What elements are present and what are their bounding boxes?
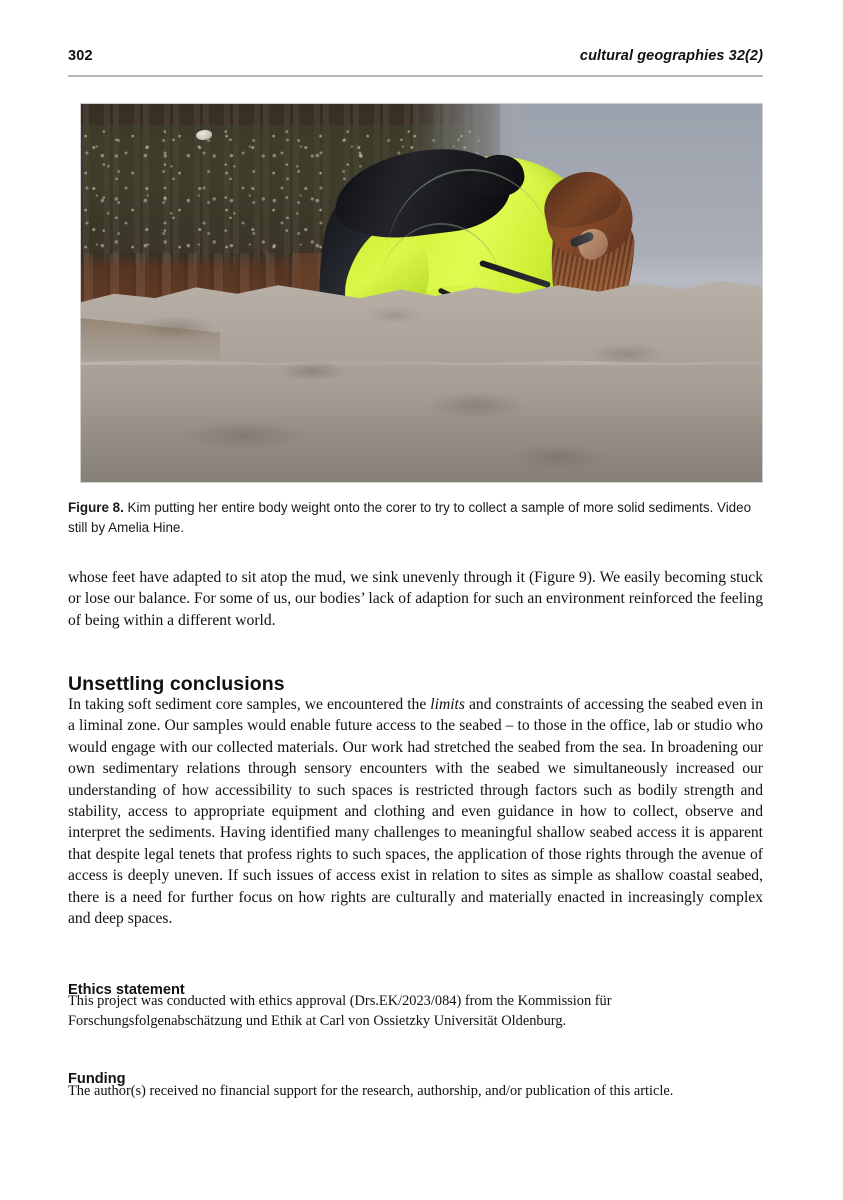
main-paragraph-part-1: In taking soft sediment core samples, we encountered the <box>68 696 431 713</box>
journal-title: cultural geographies 32(2) <box>579 48 763 64</box>
section-heading-unsettling-conclusions: Unsettling conclusions <box>68 673 285 696</box>
main-paragraph-part-2: and constraints of accessing the seabed even in a liminal zone. Our samples would enable future access to the seabed – to those in the office, lab or studio who would engage with our collected materials. Our work had stretched the seabed from the sea. In broadening our own sedimentary relations through sensory encounters with the seabed we simultaneously increased our understanding of how accessibility to such spaces is restricted through factors such as bodily strength and stability, access to appropriate equipment and clothing and even guidance in how to collect, observe and interpret the sediments. Having identified many challenges to meaningful shallow seabed access it is apparent that despite legal tenets that profess rights to such spaces, the application of those rights through the avenue of access is deeply uneven. If such issues of access exist in relation to sites as simple as shallow coastal seabed, there is a need for further focus on how rights are culturally and materially enacted in increasingly complex and deep spaces. <box>68 696 764 928</box>
emphasis-limits: limits <box>430 696 465 713</box>
figure-caption <box>68 498 763 537</box>
page-number: 302 <box>68 48 93 64</box>
header-rule <box>68 75 763 77</box>
subheading-funding: Funding <box>68 1070 126 1087</box>
photograph <box>80 103 763 483</box>
subheading-ethics-statement: Ethics statement <box>68 981 185 998</box>
main-paragraph <box>68 694 763 929</box>
funding-paragraph: The author(s) received no financial support for the research, authorship, and/or publication of this article. <box>68 1083 674 1099</box>
figure-caption-text: Kim putting her entire body weight onto the corer to try to collect a sample of more solid sediments. Video still by Amelia Hine. <box>68 500 752 535</box>
figure-8-image <box>80 103 763 483</box>
ethics-paragraph: This project was conducted with ethics approval (Drs.EK/2023/084) from the Kommission für Forschungsfolgenabschätzung und Ethik at Carl von Ossietzky Universität Oldenburg. <box>68 993 612 1030</box>
continued-paragraph: whose feet have adapted to sit atop the mud, we sink unevenly through it (Figure 9). We easily becoming stuck or lose our balance. For some of us, our bodies’ lack of adaption for such an environment reinforced the feeling of being within a different world. <box>68 569 763 629</box>
figure-caption-label: Figure 8. <box>68 500 124 515</box>
running-head <box>68 48 763 64</box>
sand-shadow <box>80 388 763 483</box>
